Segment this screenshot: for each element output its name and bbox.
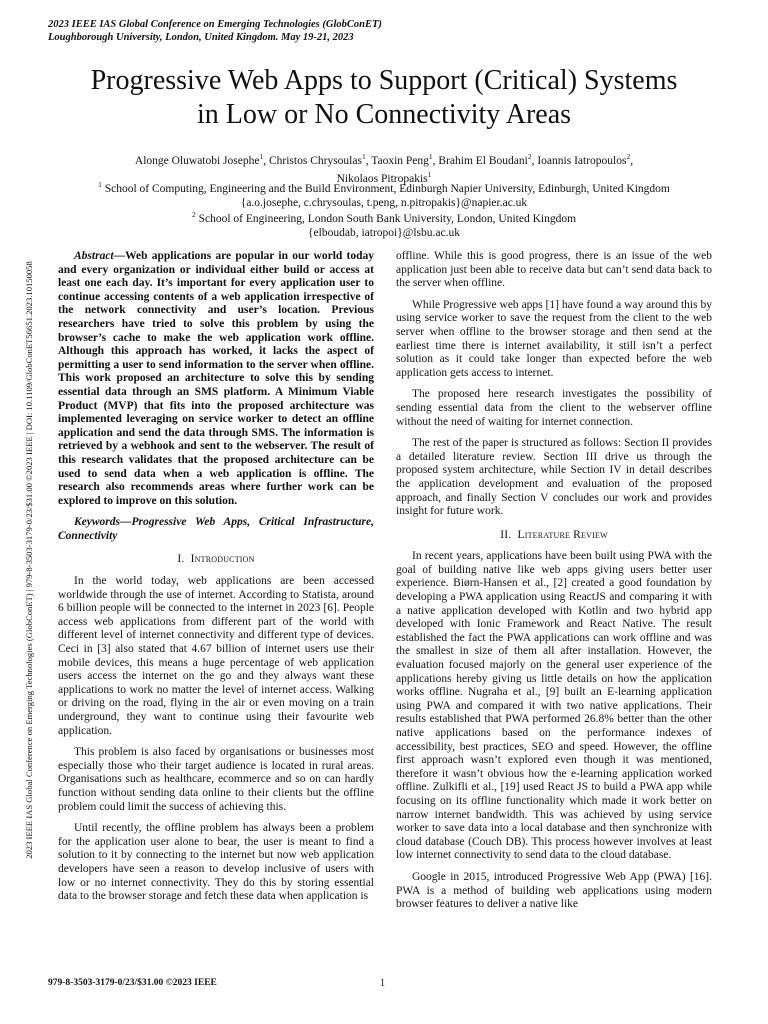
title-line-2: in Low or No Connectivity Areas <box>196 99 572 130</box>
affil-text: School of Computing, Engineering and the Build Environment, Edinburgh Napier University, Edinburgh, United Kingdom <box>101 182 670 195</box>
abstract <box>58 250 374 508</box>
paragraph: This problem is also faced by organisations or businesses most especially those who their target audience is located in rural areas. Organisations such as healthcare, ecommerce and so on can hardly function without sending data online to their clients but the offline problem could limit the success of achieving this. <box>58 746 374 813</box>
section-title: Introduction <box>190 553 255 566</box>
paragraph: In the world today, web applications are been accessed worldwide through the use of internet. According to Statista, around 6 billion people will be connected to the internet in 2023 [6]. People access web applications from different part of the world with different level of internet connectivity and different type of devices. Ceci in [3] also stated that 4.67 billion of internet users use their mobile devices, this means a huge percentage of web application users access the internet on the go and they always want these applications to work no matter the level of internet access. Walking or driving on the road, flying in the air or even moving on a train underground, they want to continue using their favourite web application. <box>58 575 374 737</box>
section-heading-literature-review <box>396 529 712 543</box>
paragraph: While Progressive web apps [1] have found a way around this by using service worker to save the request from the client to the web server when offline to the browser storage and then send at the earliest time there is internet availability, it still isn’t a perfect solution as it could take longer than expected before the web application gets access to internet. <box>396 298 712 379</box>
author-name: , Brahim El Boudani <box>432 154 528 167</box>
left-column <box>58 250 374 912</box>
section-title: Literature Review <box>517 528 608 541</box>
author-name: , Ioannis Iatropoulos <box>531 154 627 167</box>
conference-line-1: 2023 IEEE IAS Global Conference on Emerging Technologies (GlobConET) <box>48 19 382 30</box>
affil-mark: 1 <box>98 180 102 189</box>
section-number: II. <box>500 528 512 541</box>
footer-isbn: 979-8-3503-3179-0/23/$31.00 ©2023 IEEE <box>48 978 217 988</box>
author-affil-mark: 2 <box>527 152 532 161</box>
title-line-1: Progressive Web Apps to Support (Critical) Systems <box>90 65 678 96</box>
author-name: Alonge Oluwatobi Josephe <box>134 154 260 167</box>
conference-header <box>48 18 382 44</box>
affil-email: {a.o.josephe, c.chrysoulas, t.peng, n.pitropakis}@napier.ac.uk <box>240 196 528 209</box>
section-heading-introduction <box>58 553 374 567</box>
affil-email: {elboudab, iatropoi}@lsbu.ac.uk <box>308 226 460 239</box>
affil-text: School of Engineering, London South Bank University, London, United Kingdom <box>195 212 577 225</box>
affiliation-2 <box>60 208 708 240</box>
paragraph: The rest of the paper is structured as follows: Section II provides a detailed literature review. Section III drive us through the proposed system architecture, while Section IV in detail describes the application development and evaluation of the proposed approach, and finally Section V concludes our work and provides insight for future work. <box>396 437 712 518</box>
affiliation-1 <box>60 178 708 210</box>
paragraph: Until recently, the offline problem has always been a problem for the application user alone to bear, the user is meant to find a solution to it by connecting to the internet but now web application developers have seen a reason to develop inclusive of users with low or no internet connectivity. They do this by storing essential data to the browser storage and fetch these data when application is <box>58 822 374 903</box>
author-affil-mark: 1 <box>427 170 432 180</box>
author-affil-mark: 1 <box>428 152 433 161</box>
paragraph: offline. While this is good progress, there is an issue of the web application just been able to receive data but can’t send data back to the server when offline. <box>396 250 712 290</box>
author-affil-mark: 1 <box>259 152 264 161</box>
author-name: Nikolaos Pitropakis <box>336 173 428 186</box>
author-affil-mark: 2 <box>626 152 631 161</box>
paragraph: In recent years, applications have been built using PWA with the goal of building native like web apps giving users better user experience. Biørn-Hansen et al., [2] created a good foundation by developing a PWA application using ReactJS and comparing it with a native application developed with Kotlin and two hybrid app developed with Ionic Framework and React Native. The result established the fact the PWA applications can work offline and was the smallest in size of them all after installation. However, the evaluation focused majorly on the general user experience of the applications hereby giving us little details on how the application works offline. Nugraha et al., [9] built an E-learning application using PWA and compared it with two native applications. Their results established that PWA performed 26.8% better than the other native applications based on the performance indexes of accessibility, best practices, SEO and speed. However, the offline first approach wasn’t explored even though it was mentioned, therefore it wasn’t obvious how the e-learning application worked offline. Zulkifli et al., [19] used React JS to build a PWA app while focusing on its offline functionality which made it work better on narrow internet bandwidth. This was achieved by using service worker to save data into a local database and then synchronize with cloud database (Couch DB). This process however involves at least low internet connectivity to send data to the cloud database. <box>396 550 712 862</box>
doi-side-text: 2023 IEEE IAS Global Conference on Emerging Technologies (GlobConET) | 979-8-3503-3179-0/23/$31.00 ©2023 IEEE | DOI: 10.1109/GlobConET56651.2023.10150058 <box>24 261 34 859</box>
paper-title <box>40 64 728 132</box>
affil-mark: 2 <box>191 210 196 219</box>
author-separator: , <box>630 154 634 167</box>
right-column <box>396 250 712 920</box>
paragraph: The proposed here research investigates the possibility of sending essential data from the client to the webserver offline without the need of waiting for internet connection. <box>396 388 712 428</box>
keywords: Keywords—Progressive Web Apps, Critical Infrastructure, Connectivity <box>58 516 374 542</box>
page-number: 1 <box>380 978 385 989</box>
author-name: , Christos Chrysoulas <box>263 154 362 167</box>
author-name: , Taoxin Peng <box>365 154 429 167</box>
abstract-lead: Abstract <box>74 250 114 262</box>
abstract-text: —Web applications are popular in our world today and every organization or individual either build or access at least one each day. It’s important for every application user to continue accessing contents of a web application irrespective of the network connectivity and user’s location. Previous researchers have tried to solve this problem by using the browser’s cache to make the web application work offline. Although this approach has worked, it lacks the aspect of permitting a user to send information to the server when offline. This work proposed an architecture to solve this by sending essential data through an SMS platform. A Minimum Viable Product (MVP) that fits into the proposed architecture was implemented leveraging on service worker to detect an offline application and send the data through SMS. The information is retrieved by a webhook and sent to the webserver. The result of this research validates that the proposed architecture can be used to send data when a web application is offline. The research also recommends areas where further work can be explored to improve on this solution. <box>58 250 374 507</box>
paragraph: Google in 2015, introduced Progressive Web App (PWA) [16]. PWA is a method of building web applications using modern browser features to deliver a native like <box>396 870 712 911</box>
author-affil-mark: 1 <box>361 152 366 161</box>
section-number: I. <box>177 553 185 566</box>
conference-line-2: Loughborough University, London, United Kingdom. May 19-21, 2023 <box>48 32 354 43</box>
